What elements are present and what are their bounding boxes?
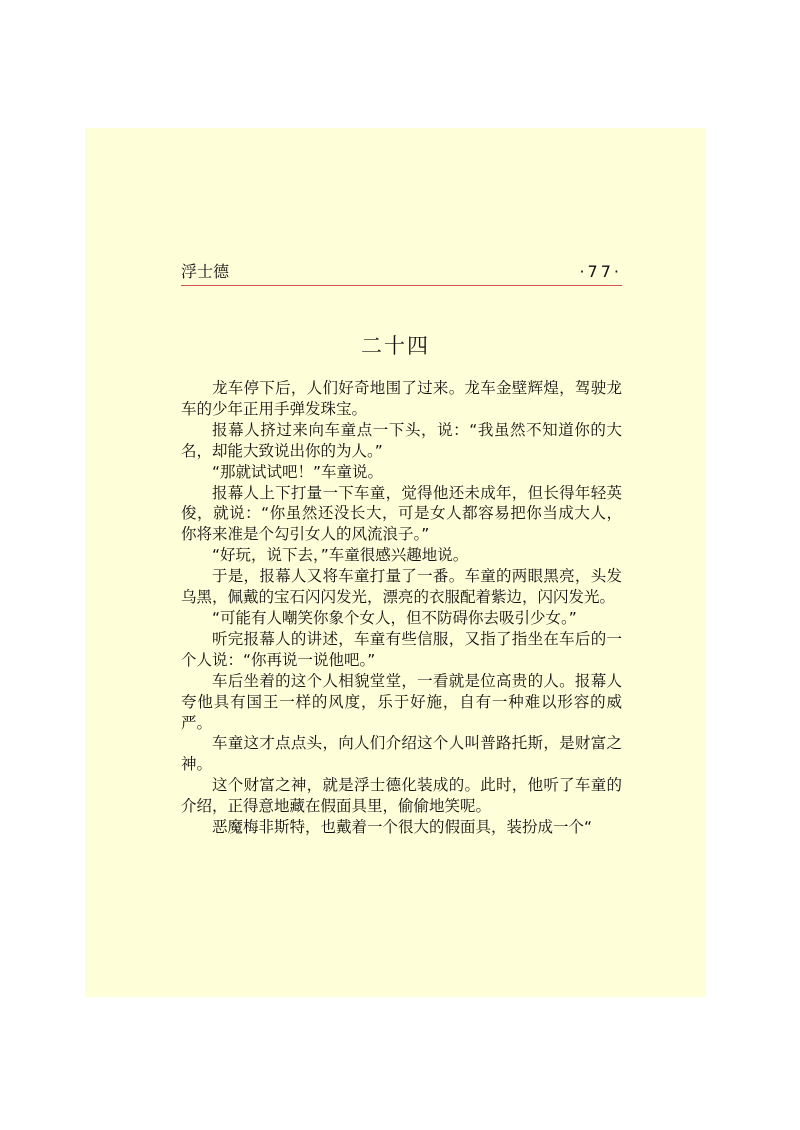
paragraph: 这个财富之神，就是浮士德化装成的。此时，他听了车童的介绍，正得意地藏在假面具里，偷偷地笑呢。 — [181, 776, 622, 816]
running-header — [181, 261, 622, 286]
paragraph: 龙车停下后，人们好奇地围了过来。龙车金壁辉煌，驾驶龙车的少年正用手弹发珠宝。 — [181, 379, 622, 418]
paragraph: 车童这才点点头，向人们介绍这个人叫普路托斯，是财富之神。 — [181, 734, 622, 774]
body-text — [181, 378, 622, 838]
page-number: ·77· — [579, 262, 622, 281]
paragraph: 报幕人上下打量一下车童，觉得他还未成年，但长得年轻英俊，就说：“你虽然还没长大，可是女人都容易把你当成大人，你将来准是个勾引女人的风流浪子。” — [181, 483, 622, 544]
paragraph: 于是，报幕人又将车童打量了一番。车童的两眼黑亮，头发乌黑，佩戴的宝石闪闪发光，漂亮的衣服配着紫边，闪闪发光。 — [181, 567, 622, 607]
paragraph: 听完报幕人的讲述，车童有些信服，又指了指坐在车后的一个人说：“你再说一说他吧。” — [181, 629, 622, 669]
book-title: 浮士德 — [181, 262, 230, 281]
chapter-title: 二十四 — [361, 334, 430, 358]
paragraph: 报幕人挤过来向车童点一下头，说：“我虽然不知道你的大名，却能大致说出你的为人。” — [181, 420, 622, 460]
paragraph: “可能有人嘲笑你象个女人，但不防碍你去吸引少女。” — [212, 608, 577, 627]
paragraph: “那就试试吧！”车童说。 — [212, 462, 384, 481]
paragraph: 恶魔梅非斯特，也戴着一个很大的假面具，装扮成一个“ — [212, 818, 593, 837]
book-page — [85, 128, 706, 997]
paragraph: “好玩，说下去，”车童很感兴趣地说。 — [212, 546, 469, 565]
paragraph: 车后坐着的这个人相貌堂堂，一看就是位高贵的人。报幕人夸他具有国王一样的风度，乐于好施，自有一种难以形容的威严。 — [181, 671, 622, 732]
